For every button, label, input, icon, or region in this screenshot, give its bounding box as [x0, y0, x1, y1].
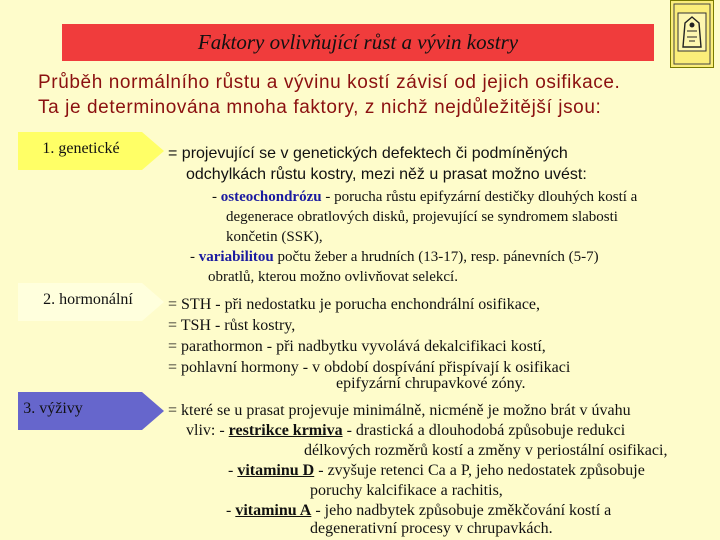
university-logo [670, 0, 714, 68]
vitamin-d-rest: - zvyšuje retenci Ca a P, jeho nedostatek způsobuje [314, 462, 645, 479]
osteo-term: osteochondrózu [220, 189, 322, 205]
restriction-term: restrikce krmiva [228, 422, 343, 439]
genetic-line-2: odchylkách růstu kostry, mezi něž u prasat možno uvést: [186, 166, 587, 183]
hormonal-line-5: epifyzární chrupavkové zóny. [336, 375, 526, 392]
hormonal-line-1: = STH - při nedostatku je porucha enchondrální osifikace, [168, 296, 541, 313]
osteochondrosis-line-3: končetin (SSK), [226, 229, 323, 245]
var-term: variabilitou [198, 249, 274, 265]
osteochondrosis-line-2: degenerace obratlových disků, projevující se syndromem slabosti [226, 209, 618, 225]
intro-line-2: Ta je determinována mnoha faktory, z nichž nejdůležitější jsou: [38, 97, 602, 118]
factor-nutrition-arrow [18, 392, 164, 430]
intro-line-1: Průběh normálního růstu a vývinu kostí závisí od jejich osifikace. [38, 72, 621, 93]
factor-nutrition-label: 3. výživy [23, 400, 83, 417]
factor-genetic-arrow [18, 132, 164, 170]
restriction-pre: vliv: - [186, 422, 229, 439]
factor-genetic-label: 1. genetické [42, 140, 120, 157]
vitamin-a-line-2: degenerativní procesy v chrupavkách. [310, 520, 553, 537]
slide-title: Faktory ovlivňující růst a vývin kostry [197, 30, 519, 54]
osteo-rest: - porucha růstu epifyzární destičky dlouhých kostí a [321, 189, 638, 205]
var-dash: - [190, 249, 199, 265]
osteo-dash: - [212, 189, 221, 205]
var-rest: počtu žeber a hrudních (13-17), resp. pánevních (5-7) [273, 249, 599, 265]
vitamin-d-line-2: poruchy kalcifikace a rachitis, [310, 482, 503, 499]
hormonal-line-3: = parathormon - při nadbytku vyvolává dekalcifikaci kostí, [168, 338, 546, 355]
vitamin-a-term: vitaminu A [235, 502, 312, 519]
vitamin-d-pre: - [228, 462, 238, 479]
variability-line-1 [190, 247, 599, 268]
nutrition-line-2 [186, 420, 625, 441]
restriction-rest: - drastická a dlouhodobá způsobuje redukci [342, 422, 626, 439]
nutrition-line-3: délkových rozměrů kostí a změny v periostální osifikaci, [304, 442, 668, 459]
hormonal-line-4: = pohlavní hormony - v období dospívání přispívají k osifikaci [168, 359, 571, 376]
nutrition-line-1: = které se u prasat projevuje minimálně, nicméně je možno brát v úvahu [168, 402, 631, 419]
intro-text [38, 70, 718, 120]
vitamin-d-term: vitaminu D [237, 462, 315, 479]
genetic-line-1: = projevující se v genetických defektech či podmíněných [168, 145, 568, 162]
vitamin-a-rest: - jeho nadbytek způsobuje změkčování kostí a [311, 502, 612, 519]
variability-line-2: obratlů, kterou možno ovlivňovat selekcí. [208, 269, 458, 285]
vitamin-a-pre: - [226, 502, 236, 519]
title-bar [62, 24, 654, 61]
factor-hormonal-arrow [18, 283, 164, 321]
osteochondrosis-line-1 [212, 187, 637, 208]
vitamin-d-line-1 [228, 460, 645, 481]
hormonal-line-2: = TSH - růst kostry, [168, 317, 296, 334]
factor-hormonal-label: 2. hormonální [43, 291, 133, 308]
